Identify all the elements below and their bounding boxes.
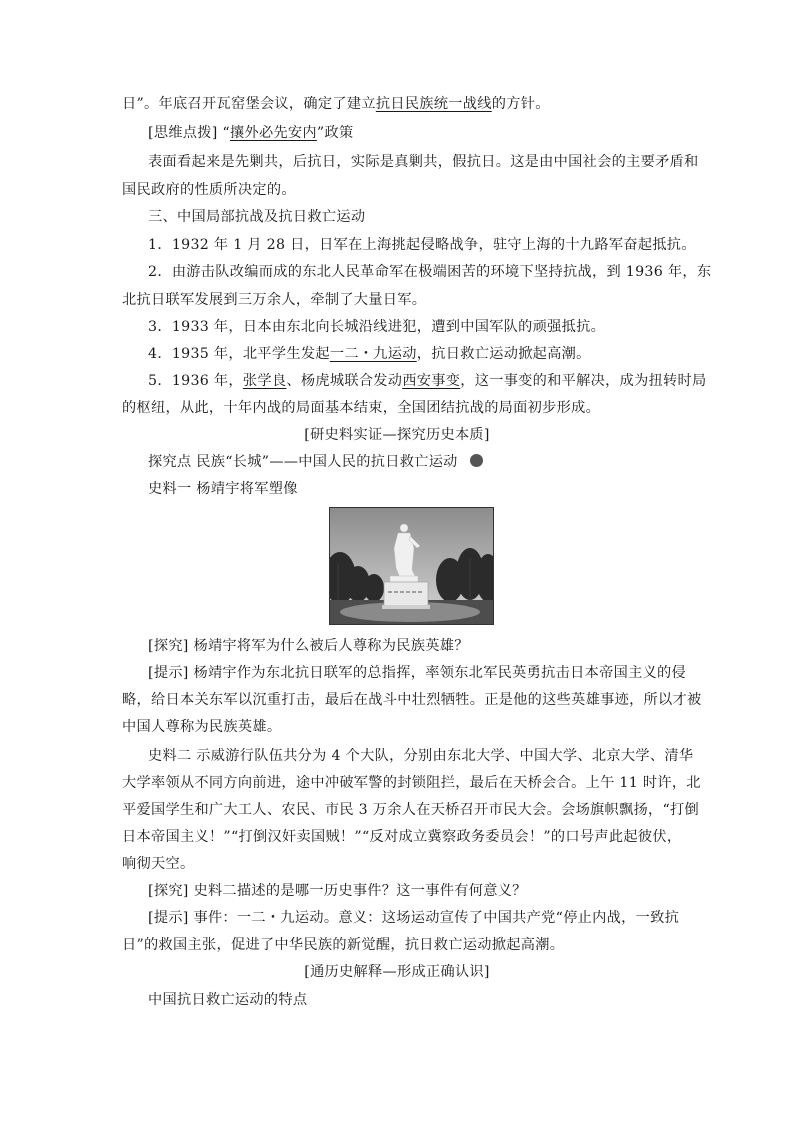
section-banner: [研史料实证—探究历史本质] [304,427,490,443]
statue-image [330,508,493,624]
inquiry-question: [探究] 史料二描述的是哪一历史事件？这一事件有何意义？ [148,883,527,899]
section-heading: 三、中国局部抗战及抗日救亡运动 [148,209,366,225]
list-item: 4．1935 年，北平学生发起一二・九运动，抗日救亡运动掀起高潮。 [148,346,591,362]
list-item: 5．1936 年，张学良、杨虎城联合发动西安事变，这一事变的和平解决，成为扭转时局 [148,373,707,389]
hint-text: [提示] 事件：一二・九运动。意义：这场运动宣传了中国共产党“停止内战，一致抗 [148,910,680,926]
section-banner: [通历史解释—形成正确认识] [304,964,490,980]
source-label: 史料一 杨靖宇将军塑像 [148,481,298,497]
text-line: 日本帝国主义！”“打倒汉奸卖国贼！”“反对成立冀察政务委员会！”的口号声此起彼伏， [122,829,682,845]
text-line: 平爱国学生和广大工人、农民、市民 3 万余人在天桥召开市民大会。会场旗帜飘扬，“打倒 [122,802,700,818]
subheading: 中国抗日救亡运动的特点 [148,992,308,1008]
text-line: 北抗日联军发展到三万余人，牵制了大量日军。 [122,292,427,308]
text-line: 略，给日本关东军以沉重打击，最后在战斗中壮烈牺牲。正是他的这些英雄事迹，所以才被 [122,692,702,708]
text-line: 的枢纽，从此，十年内战的局面基本结束，全国团结抗战的局面初步形成。 [122,400,601,416]
text-line: 表面看起来是先剿共，后抗日，实际是真剿共，假抗日。这是由中国社会的主要矛盾和 [148,154,699,170]
statue-photo [329,507,494,625]
inquiry-heading: 探究点 民族“长城”——中国人民的抗日救亡运动 [148,452,483,472]
text-line: 日”。年底召开瓦窑堡会议，确定了建立抗日民族统一战线的方针。 [122,96,550,112]
text-line: 响彻天空。 [122,856,195,872]
text-line: 日”的救国主张，促进了中华民族的新觉醒，抗日救亡运动掀起高潮。 [122,937,565,953]
thinking-tip-heading: [思维点拨] “攘外必先安内”政策 [148,125,354,141]
list-item: 3．1933 年，日本由东北向长城沿线进犯，遭到中国军队的顽强抵抗。 [148,319,606,335]
text-line: 大学率领从不同方向前进，途中冲破军警的封锁阻拦，最后在天桥会合。上午 11 时许，北 [122,775,701,791]
hint-text: [提示] 杨靖宇作为东北抗日联军的总指挥，率领东北军民英勇抗击日本帝国主义的侵 [148,665,687,681]
inquiry-question: [探究] 杨靖宇将军为什么被后人尊称为民族英雄？ [148,638,469,654]
circle-bullet-icon [470,454,483,467]
text-line: 国民政府的性质所决定的。 [122,182,296,198]
list-item: 2．由游击队改编而成的东北人民革命军在极端困苦的环境下坚持抗战，到 1936 年，东 [148,264,712,280]
text-line: 中国人尊称为民族英雄。 [122,719,282,735]
source-text: 史料二 示威游行队伍共分为 4 个大队，分别由东北大学、中国大学、北京大学、清华 [148,748,694,764]
list-item: 1．1932 年 1 月 28 日，日军在上海挑起侵略战争，驻守上海的十九路军奋起抵抗。 [148,237,696,253]
